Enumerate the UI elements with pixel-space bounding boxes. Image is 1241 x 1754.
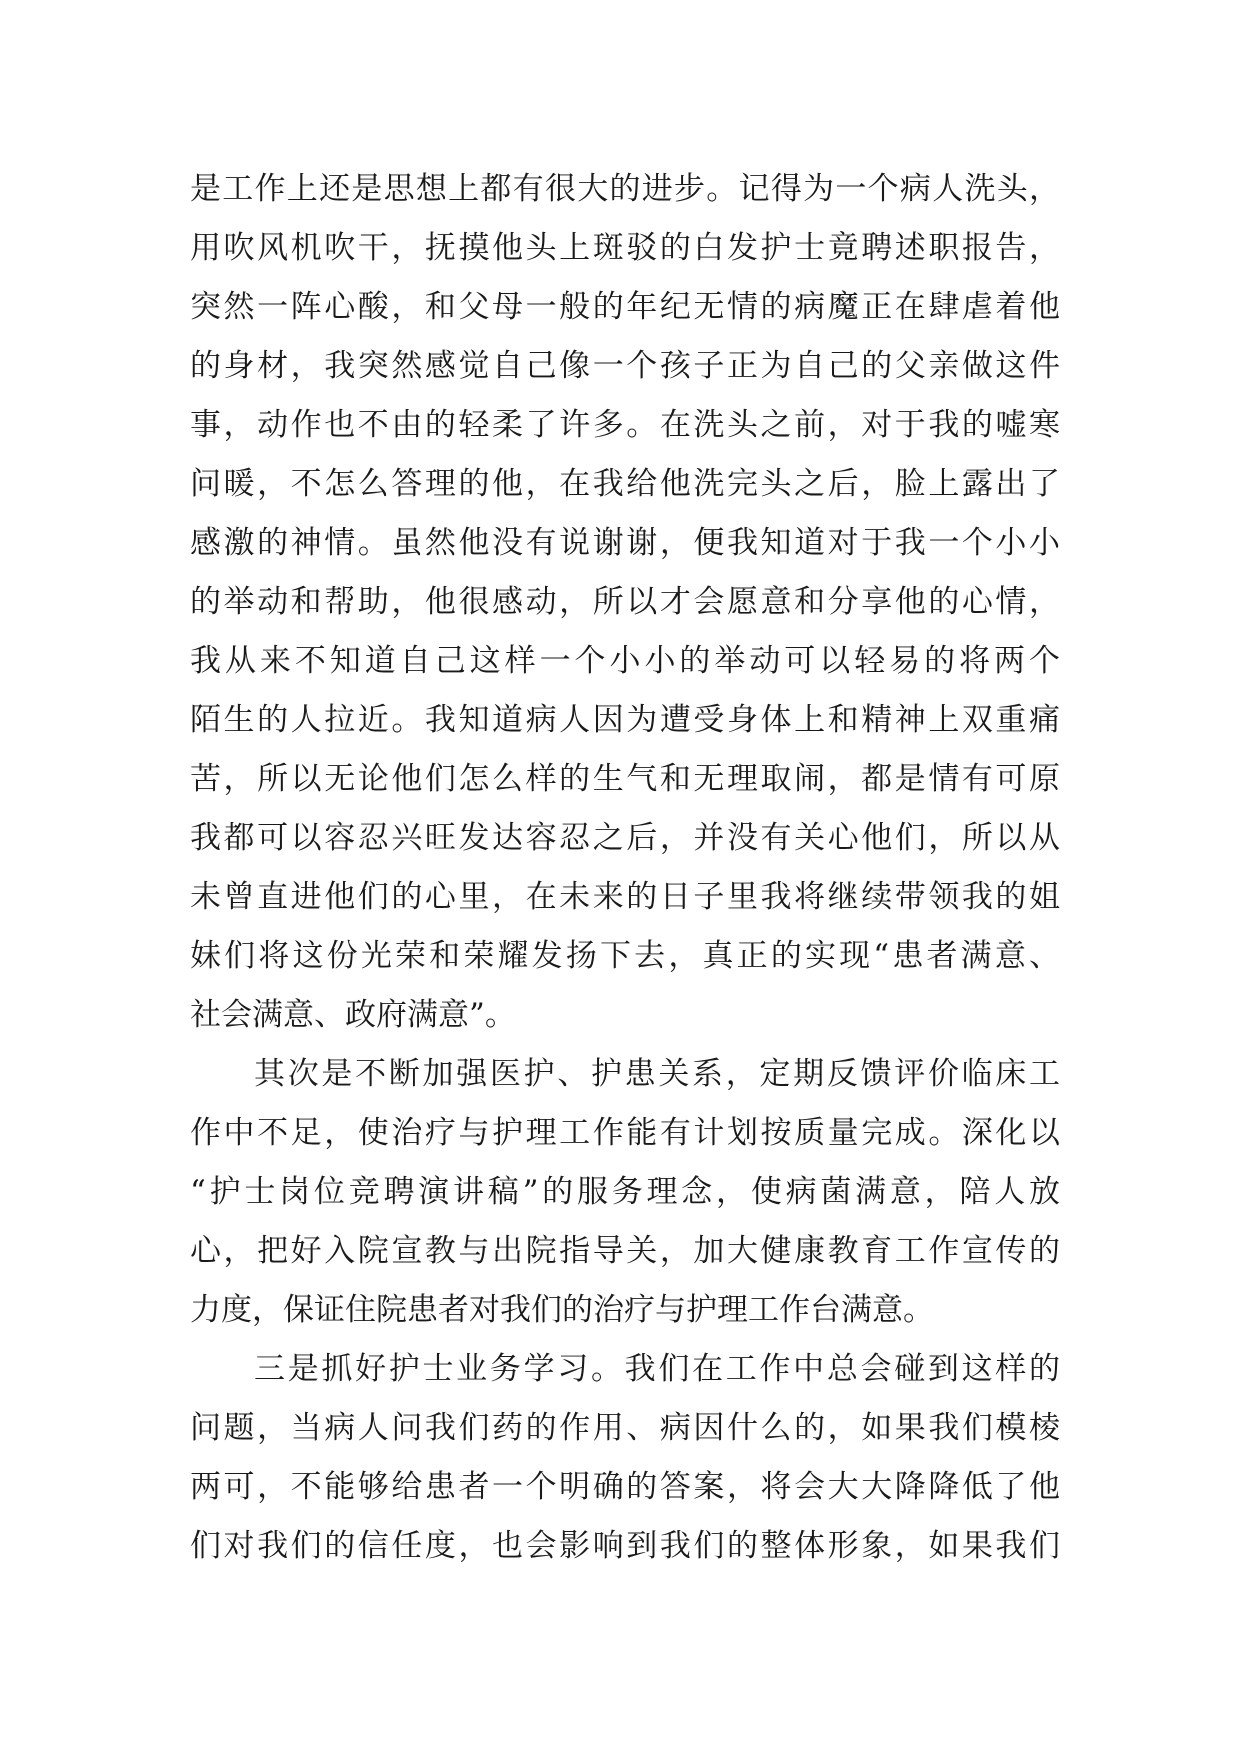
text-line: 的身材，我突然感觉自己像一个孩子正为自己的父亲做这件	[190, 348, 1060, 384]
text-line: 作中不足，使治疗与护理工作能有计划按质量完成。深化以	[190, 1115, 1060, 1151]
text-line: 的举动和帮助，他很感动，所以才会愿意和分享他的心情，	[190, 584, 1060, 620]
text-line: “护士岗位竞聘演讲稿”的服务理念，使病菌满意，陪人放	[190, 1174, 1060, 1210]
text-line: 感激的神情。虽然他没有说谢谢，便我知道对于我一个小小	[190, 525, 1060, 561]
text-line: 三是抓好护士业务学习。我们在工作中总会碰到这样的	[254, 1351, 1060, 1387]
text-line: 我从来不知道自己这样一个小小的举动可以轻易的将两个	[190, 643, 1060, 679]
text-line: 两可，不能够给患者一个明确的答案，将会大大降降低了他	[190, 1469, 1060, 1505]
text-line: 苦，所以无论他们怎么样的生气和无理取闹，都是情有可原	[190, 761, 1060, 797]
text-line: 问暖，不怎么答理的他，在我给他洗完头之后，脸上露出了	[190, 466, 1060, 502]
document-body	[190, 160, 1060, 1576]
paragraph-2	[190, 1045, 1060, 1340]
text-line: 妹们将这份光荣和荣耀发扬下去，真正的实现“患者满意、	[190, 938, 1060, 974]
text-line: 心，把好入院宣教与出院指导关，加大健康教育工作宣传的	[190, 1233, 1060, 1269]
paragraph-1	[190, 160, 1060, 1045]
text-line: 是工作上还是思想上都有很大的进步。记得为一个病人洗头，	[190, 171, 1060, 207]
text-line: 用吹风机吹干，抚摸他头上斑驳的白发护士竟聘述职报告，	[190, 230, 1060, 266]
paragraph-3	[190, 1340, 1060, 1576]
text-line: 其次是不断加强医护、护患关系，定期反馈评价临床工	[254, 1056, 1060, 1092]
text-line: 事，动作也不由的轻柔了许多。在洗头之前，对于我的嘘寒	[190, 407, 1060, 443]
text-line: 陌生的人拉近。我知道病人因为遭受身体上和精神上双重痛	[190, 702, 1060, 738]
text-line: 问题，当病人问我们药的作用、病因什么的，如果我们模棱	[190, 1410, 1060, 1446]
text-line: 突然一阵心酸，和父母一般的年纪无情的病魔正在肆虐着他	[190, 289, 1060, 325]
text-line: 社会满意、政府满意”。	[190, 997, 516, 1033]
text-line: 我都可以容忍兴旺发达容忍之后，并没有关心他们，所以从	[190, 820, 1060, 856]
text-line: 未曾直进他们的心里，在未来的日子里我将继续带领我的姐	[190, 879, 1060, 915]
text-line: 力度，保证住院患者对我们的治疗与护理工作台满意。	[190, 1292, 934, 1328]
text-line: 们对我们的信任度，也会影响到我们的整体形象，如果我们	[190, 1528, 1060, 1564]
